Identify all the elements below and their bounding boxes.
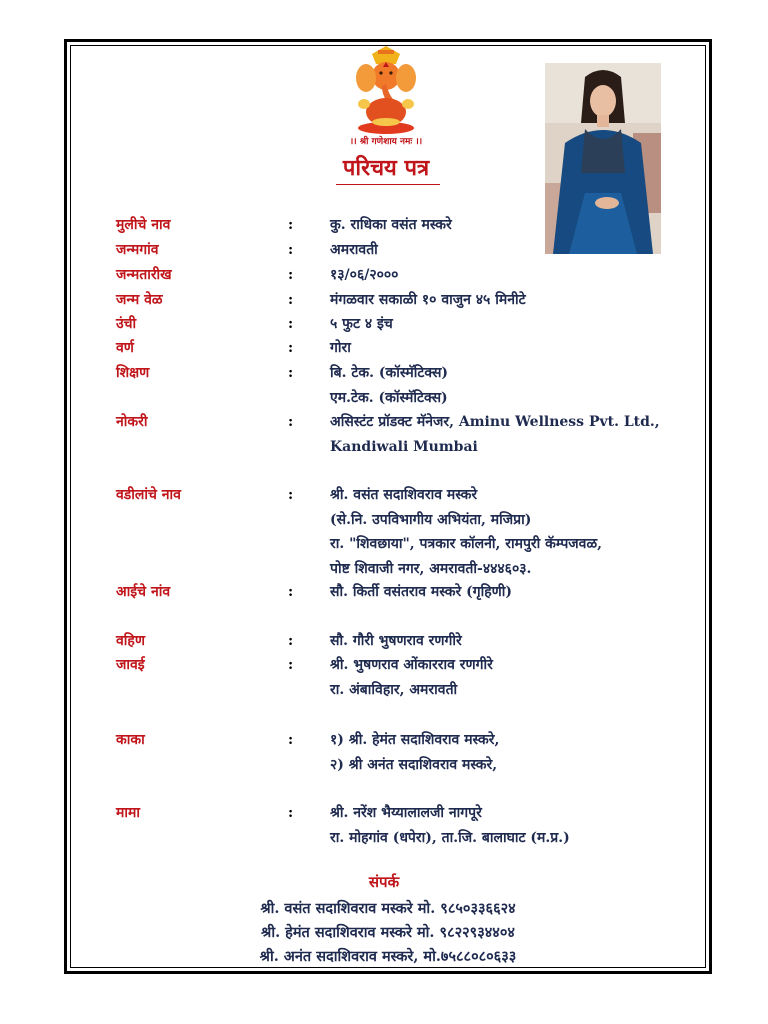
detail-colon: : (288, 584, 294, 600)
detail-label: जन्म वेळ (116, 292, 163, 308)
detail-value (330, 801, 570, 850)
detail-colon: : (288, 365, 294, 381)
detail-value (330, 361, 448, 410)
detail-value-line: १) श्री. हेमंत सदाशिवराव मस्करे, (330, 732, 500, 748)
detail-value (330, 728, 499, 777)
detail-colon: : (288, 633, 294, 649)
detail-value: गोरा (330, 340, 351, 356)
detail-label: वडीलांचे नाव (116, 487, 181, 503)
detail-label: नोकरी (116, 414, 148, 430)
detail-value: अमरावती (330, 242, 378, 258)
detail-value-line: रा. "शिवछाया", पत्रकार कॉलनी, रामपुरी कॅम्पजवळ, (330, 536, 602, 552)
detail-value-line: पोष्ट शिवाजी नगर, अमरावती-४४४६०३. (330, 560, 532, 577)
detail-label: वर्ण (116, 340, 134, 356)
detail-label: मुलीचे नाव (116, 217, 171, 233)
detail-colon: : (288, 316, 294, 332)
detail-value-line: रा. अंबाविहार, अमरावती (330, 681, 458, 698)
detail-value-line: श्री. नरेंश भैय्यालालजी नागपूरे (330, 805, 482, 821)
detail-value: ५ फुट ४ इंच (330, 316, 393, 332)
contact-line: श्री. हेमंत सदाशिवराव मस्करे मो. ९८२२९३४४०४ (261, 924, 515, 941)
detail-label: जन्मगांव (116, 242, 159, 258)
detail-label: शिक्षण (116, 365, 150, 381)
detail-label: उंची (116, 316, 137, 332)
page-title: परिचय पत्र (342, 155, 430, 181)
detail-colon: : (288, 242, 294, 258)
detail-label: मामा (116, 805, 140, 821)
detail-colon: : (288, 657, 294, 673)
detail-value: मंगळवार सकाळी १० वाजुन ४५ मिनीटे (330, 292, 526, 308)
detail-colon: : (288, 340, 294, 356)
detail-value-line: २) श्री अनंत सदाशिवराव मस्करे, (330, 756, 498, 773)
detail-value (330, 410, 660, 459)
detail-label: जन्मतारीख (116, 267, 172, 283)
detail-value-line: (से.नि. उपविभागीय अभियंता, मजिप्रा) (330, 511, 532, 528)
detail-value (330, 653, 493, 702)
portrait-photo (545, 63, 661, 254)
invocation-text: ।। श्री गणेशाय नमः ।। (349, 137, 423, 147)
detail-label: जावई (116, 657, 145, 673)
ganesh-icon (350, 46, 422, 136)
detail-colon: : (288, 292, 294, 308)
detail-label: वहिण (116, 633, 145, 649)
detail-colon: : (288, 217, 294, 233)
detail-value-line: Kandiwali Mumbai (330, 438, 478, 455)
contact-heading: संपर्क (368, 873, 400, 891)
detail-value-line: असिस्टंट प्रॉडक्ट मॅनेजर, Aminu Wellness Pvt. Ltd., (330, 414, 660, 430)
contact-line: श्री. अनंत सदाशिवराव मस्करे, मो.७५८८०८०६३३ (259, 948, 517, 965)
detail-value: सौ. गौरी भुषणराव रणगीरे (330, 633, 462, 649)
detail-colon: : (288, 732, 294, 748)
detail-value: कु. राधिका वसंत मस्करे (330, 217, 452, 233)
detail-value-line: श्री. वसंत सदाशिवराव मस्करे (330, 487, 478, 503)
detail-label: काका (116, 732, 145, 748)
detail-colon: : (288, 267, 294, 283)
detail-colon: : (288, 805, 294, 821)
detail-colon: : (288, 414, 294, 430)
detail-value-line: रा. मोहगांव (धपेरा), ता.जि. बालाघाट (म.प्र.) (330, 829, 570, 846)
detail-value: सौ. किर्ती वसंतराव मस्करे (गृहिणी) (330, 584, 513, 600)
detail-value: १३/०६/२००० (330, 267, 399, 283)
detail-value-line: बि. टेक. (कॉस्मॅटिक्स) (330, 365, 449, 381)
detail-label: आईचे नांव (116, 584, 171, 600)
detail-value-line: श्री. भुषणराव ओंकारराव रणगीरे (330, 657, 493, 673)
contact-line: श्री. वसंत सदाशिवराव मस्करे मो. ९८५०३३६६२४ (260, 900, 516, 917)
title-underline (336, 184, 440, 185)
detail-value (330, 483, 602, 581)
detail-colon: : (288, 487, 294, 503)
detail-value-line: एम.टेक. (कॉस्मॅटिक्स) (330, 389, 448, 406)
